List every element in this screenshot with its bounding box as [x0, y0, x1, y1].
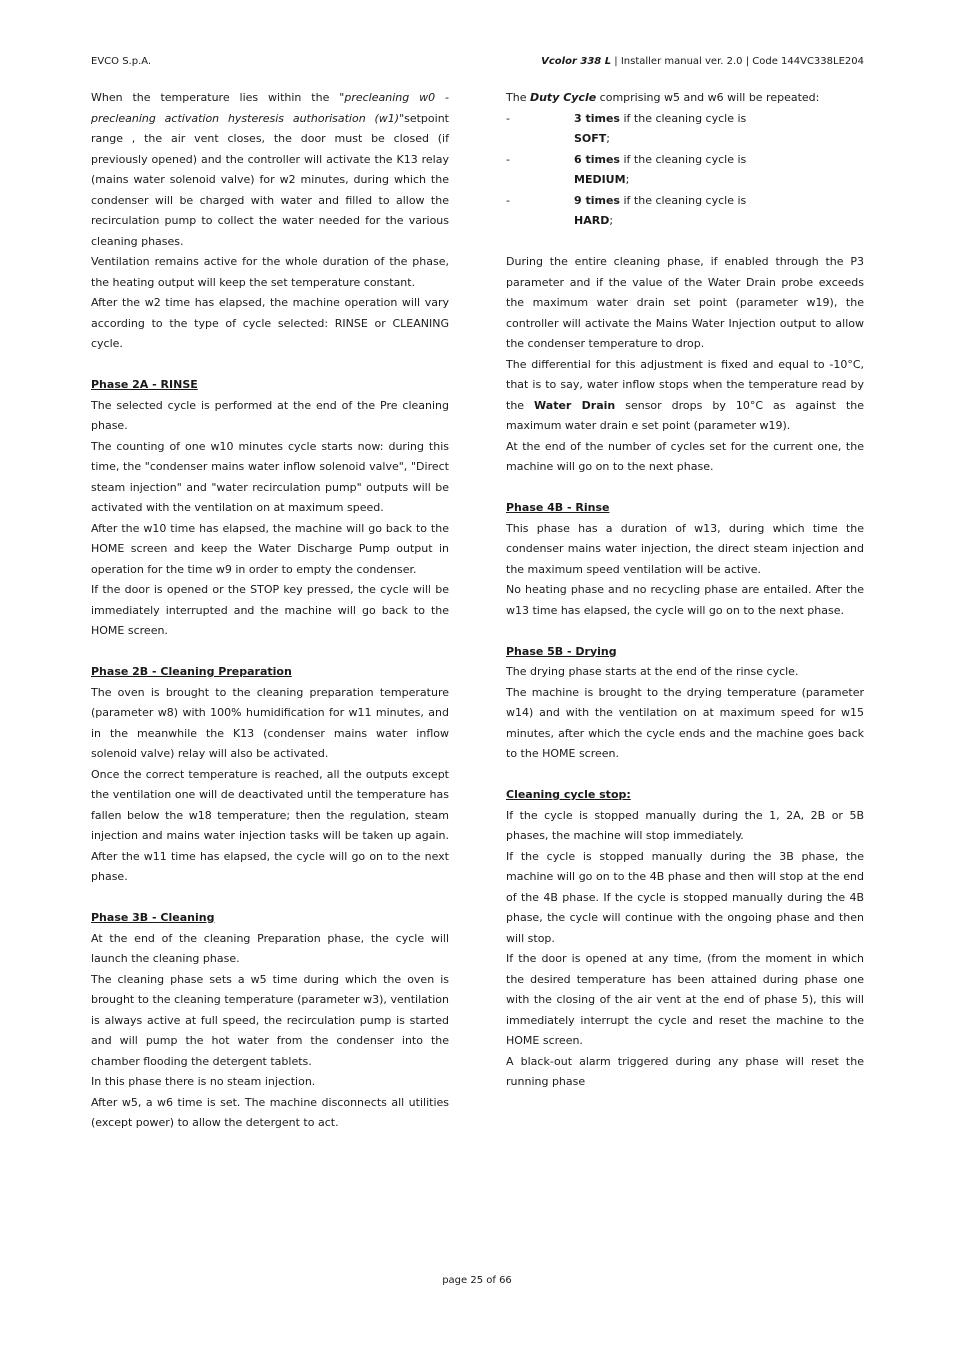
- paragraph: When the temperature lies within the "precleaning w0 - precleaning activation hysteresis authorisation (w1)"setpoint range , the air vent closes, the door must be closed (if previously opened) and the controller will activate the K13 relay (mains water solenoid valve) for w2 minutes, during which the condenser will be charged with water and filled to allow the recirculation pump to collect the water needed for the various cleaning phases.: [91, 91, 449, 248]
- paragraph: The Duty Cycle comprising w5 and w6 will be repeated:: [506, 91, 820, 104]
- paragraph: After w5, a w6 time is set. The machine disconnects all utilities (except power) to allow the detergent to act.: [91, 1095, 449, 1129]
- paragraph: The drying phase starts at the end of the rinse cycle.: [506, 665, 799, 678]
- list-dash: -: [506, 152, 510, 166]
- list-dash: -: [506, 193, 510, 207]
- duty-cycle-term: Duty Cycle: [529, 91, 597, 104]
- paragraph: The machine is brought to the drying temperature (parameter w14) and with the ventilation on at maximum speed for w15 minutes, after which the cycle ends and the machine goes back to the HOME screen.: [506, 685, 864, 760]
- section-heading-phase-4b: Phase 4B - Rinse: [506, 501, 610, 514]
- header-document-info: [541, 56, 864, 67]
- paragraph: During the entire cleaning phase, if enabled through the P3 parameter and if the value of the Water Drain probe exceeds the maximum water drain set point (parameter w19), the controller will activate the Mains Water Injection output to allow the condenser temperature to drop.: [506, 255, 864, 350]
- paragraph: At the end of the cleaning Preparation phase, the cycle will launch the cleaning phase.: [91, 931, 449, 965]
- italic-term: precleaning w0 - precleaning activation hysteresis authorisation (w1): [91, 91, 449, 125]
- right-column: [506, 88, 864, 1093]
- left-column: [91, 88, 449, 1134]
- paragraph: At the end of the number of cycles set for the current one, the machine will go on to the next phase.: [506, 439, 864, 473]
- section-heading-phase-3b: Phase 3B - Cleaning: [91, 911, 215, 924]
- paragraph: A black-out alarm triggered during any phase will reset the running phase: [506, 1054, 864, 1088]
- paragraph: If the door is opened at any time, (from the moment in which the desired temperature has been attained during phase one with the closing of the air vent at the end of phase 5), this will immediately interrupt the cycle and reset the machine to the HOME screen.: [506, 952, 864, 1047]
- page-number: page 25 of 66: [442, 1275, 512, 1286]
- section-heading-phase-5b: Phase 5B - Drying: [506, 644, 617, 658]
- paragraph: If the cycle is stopped manually during the 1, 2A, 2B or 5B phases, the machine will stop immediately.: [506, 808, 864, 842]
- paragraph: The counting of one w10 minutes cycle starts now: during this time, the "condenser mains water inflow solenoid valve", "Direct steam injection" and "water recirculation pump" outputs will be activated with the ventilation on at maximum speed.: [91, 439, 449, 514]
- paragraph: This phase has a duration of w13, during which time the condenser mains water injection, the direct steam injection and the maximum speed ventilation will be active.: [506, 521, 864, 576]
- paragraph: The oven is brought to the cleaning preparation temperature (parameter w8) with 100% humidification for w11 minutes, and in the meanwhile the K13 (condenser mains water inflow solenoid valve) relay will also be activated.: [91, 685, 449, 760]
- section-heading-cycle-stop: Cleaning cycle stop:: [506, 788, 631, 801]
- list-item: - 3 times if the cleaning cycle is SOFT;: [506, 109, 864, 150]
- section-heading-phase-2b: Phase 2B - Cleaning Preparation: [91, 665, 292, 678]
- paragraph: If the cycle is stopped manually during the 3B phase, the machine will go on to the 4B phase and then will stop at the end of the 4B phase. If the cycle is stopped manually during the 4B phase, the cycle will continue with the ongoing phase and then will stop.: [506, 849, 864, 945]
- list-item: - 6 times if the cleaning cycle is MEDIUM;: [506, 150, 864, 191]
- paragraph: After the w10 time has elapsed, the machine will go back to the HOME screen and keep the Water Discharge Pump output in operation for the time w9 in order to empty the condenser.: [91, 521, 449, 576]
- header-document-code: | Installer manual ver. 2.0 | Code 144VC338LE204: [611, 56, 864, 67]
- section-heading-phase-2a: Phase 2A - RINSE: [91, 378, 198, 391]
- paragraph: The differential for this adjustment is fixed and equal to -10°C, that is to say, water inflow stops when the temperature read by the Water Drain sensor drops by 10°C as against the maximum water drain e set point (parameter w19).: [506, 357, 864, 432]
- water-drain-term: Water Drain: [534, 398, 616, 412]
- paragraph: No heating phase and no recycling phase are entailed. After the w13 time has elapsed, the cycle will go on to the next phase.: [506, 583, 864, 617]
- paragraph: Once the correct temperature is reached, all the outputs except the ventilation one will de deactivated until the temperature has fallen below the w18 temperature; then the regulation, steam injection and mains water injection tasks will be taken up again. After the w11 time has elapsed, the cycle will go on to the next phase.: [91, 767, 449, 883]
- paragraph: After the w2 time has elapsed, the machine operation will vary according to the type of cycle selected: RINSE or CLEANING cycle.: [91, 296, 449, 350]
- paragraph: The cleaning phase sets a w5 time during which the oven is brought to the cleaning temperature (parameter w3), ventilation is always active at full speed, the recirculation pump is started and will pump the hot water from the condenser into the chamber flooding the detergent tablets.: [91, 972, 449, 1068]
- list-dash: -: [506, 111, 510, 125]
- list-item: - 9 times if the cleaning cycle is HARD;: [506, 191, 864, 232]
- paragraph: Ventilation remains active for the whole duration of the phase, the heating output will keep the set temperature constant.: [91, 255, 449, 289]
- paragraph: If the door is opened or the STOP key pressed, the cycle will be immediately interrupted and the machine will go back to the HOME screen.: [91, 583, 449, 637]
- header-company: EVCO S.p.A.: [91, 56, 152, 67]
- paragraph: In this phase there is no steam injection.: [91, 1075, 316, 1088]
- paragraph: The selected cycle is performed at the end of the Pre cleaning phase.: [91, 398, 449, 432]
- header-product-name: Vcolor 338 L: [541, 56, 612, 67]
